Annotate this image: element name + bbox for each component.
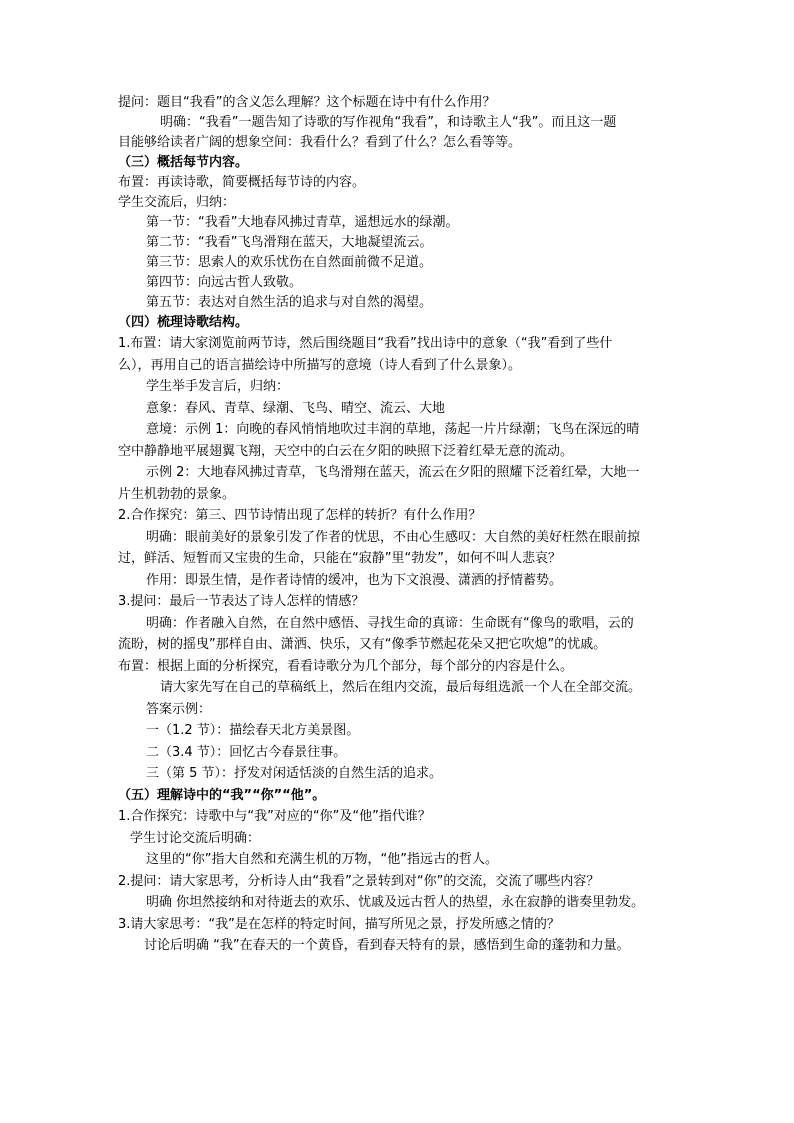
student-answer-intro: 学生举手发言后，归纳： bbox=[146, 379, 290, 394]
task-structure: 布置：根据上面的分析探究，看看诗歌分为几个部分，每个部分的内容是什么。 bbox=[118, 658, 574, 674]
structure-part-1: 一（1.2 节）：描绘春天北方美景图。 bbox=[146, 723, 360, 738]
inquiry-turning-point: 2.合作探究：第三、四节诗情出现了怎样的转折？有什么作用？ bbox=[118, 508, 482, 523]
answer-exchange: 明确 你坦然接纳和对待逝去的欢乐、忧戚及远古哲人的热望，永在寂静的谐奏里勃发。 bbox=[146, 895, 645, 910]
task-structure-instructions: 请大家先写在自己的草稿纸上，然后在组内交流，最后每组选派一个人在全部交流。 bbox=[160, 680, 642, 695]
stanza-2-summary: 第二节：“我看”飞鸟滑翔在蓝天，大地凝望流云。 bbox=[146, 235, 433, 250]
mood-example-1: 意境：示例 1：向晚的春风悄悄地吹过丰润的草地，荡起一片片绿潮；飞鸟在深远的晴 bbox=[146, 422, 640, 437]
question-final-stanza: 3.提问：最后一节表达了诗人怎样的情感？ bbox=[118, 594, 365, 609]
question-title-meaning: 提问：题目“我看”的含义怎么理解？这个标题在诗中有什么作用？ bbox=[118, 95, 496, 110]
section-heading-4: （四）梳理诗歌结构。 bbox=[118, 315, 249, 330]
effect-turning-point: 作用：即景生情，是作者诗情的缓冲，也为下文浪漫、潇洒的抒情蓄势。 bbox=[146, 572, 563, 588]
answer-pronouns: 这里的“你”指大自然和充满生机的万物，“他”指远古的哲人。 bbox=[146, 852, 498, 867]
mood-example-2-cont: 片生机勃勃的景象。 bbox=[118, 486, 236, 502]
stanza-4-summary: 第四节：向远古哲人致敬。 bbox=[146, 275, 303, 290]
student-discussion-intro: 学生讨论交流后明确： bbox=[130, 830, 261, 846]
structure-part-2: 二（3.4 节）：回忆古今春景往事。 bbox=[146, 744, 347, 760]
answer-title-meaning-cont: 目能够给读者广阔的想象空间：我看什么？看到了什么？怎么看等等。 bbox=[118, 135, 522, 150]
answer-final-stanza-cont: 流盼，树的摇曳”那样自由、潇洒、快乐，又有“像季节燃起花朵又把它吹熄”的忧戚。 bbox=[118, 637, 607, 652]
answer-turning-point-cont: 过，鲜活、短暂而又宝贵的生命，只能在“寂静”里“勃发”，如何不叫人悲哀？ bbox=[118, 551, 561, 566]
task-summarize: 布置：再读诗歌，简要概括每节诗的内容。 bbox=[118, 175, 366, 190]
stanza-1-summary: 第一节：“我看”大地春风拂过青草，遥想远水的绿潮。 bbox=[146, 215, 459, 230]
inquiry-pronouns: 1.合作探究：诗歌中与“我”对应的“你”及“他”指代谁？ bbox=[118, 809, 431, 824]
student-summary-intro: 学生交流后，归纳： bbox=[118, 195, 236, 210]
question-time: 3.请大家思考：“我”是在怎样的特定时间，描写所见之景，抒发所感之情的？ bbox=[118, 916, 560, 932]
answer-example-label: 答案示例： bbox=[146, 701, 212, 717]
answer-title-meaning: 明确：“我看”一题告知了诗歌的写作视角“我看”，和诗歌主人“我”。而且这一题 bbox=[160, 115, 617, 130]
lesson-plan-body bbox=[118, 93, 678, 957]
answer-turning-point: 明确：眼前美好的景象引发了作者的忧思，不由心生感叹：大自然的美好枉然在眼前掠 bbox=[146, 529, 641, 545]
mood-example-2: 示例 2：大地春风拂过青草，飞鸟滑翔在蓝天，流云在夕阳的照耀下泛着红晕，大地一 bbox=[146, 465, 640, 480]
answer-time: 讨论后明确 “我”在春天的一个黄昏，看到春天特有的景，感悟到生命的蓬勃和力量。 bbox=[144, 938, 630, 953]
question-exchange: 2.提问：请大家思考，分析诗人由“我看”之景转到对“你”的交流，交流了哪些内容？ bbox=[118, 873, 600, 889]
section-heading-5: （五）理解诗中的“我”“你”“他”。 bbox=[118, 787, 326, 803]
section-heading-3: （三）概括每节内容。 bbox=[118, 155, 249, 170]
imagery-list: 意象：春风、青草、绿潮、飞鸟、晴空、流云、大地 bbox=[146, 400, 446, 416]
mood-example-1-cont: 空中静静地平展翅翼飞翔，天空中的白云在夕阳的映照下泛着红晕无意的流动。 bbox=[118, 443, 574, 459]
task-imagery-cont: 么），再用自己的语言描绘诗中所描写的意境（诗人看到了什么景象）。 bbox=[118, 357, 522, 373]
stanza-3-summary: 第三节：思索人的欢乐忧伤在自然面前微不足道。 bbox=[146, 255, 433, 270]
task-imagery: 1.布置：请大家浏览前两节诗，然后围绕题目“我看”找出诗中的意象（“我”看到了些什 bbox=[118, 336, 613, 351]
answer-final-stanza: 明确：作者融入自然，在自然中感悟、寻找生命的真谛：生命既有“像鸟的歌唱，云的 bbox=[146, 615, 634, 631]
stanza-5-summary: 第五节：表达对自然生活的追求与对自然的渴望。 bbox=[146, 295, 433, 310]
structure-part-3: 三（第 5 节）：抒发对闲适恬淡的自然生活的追求。 bbox=[146, 766, 443, 781]
